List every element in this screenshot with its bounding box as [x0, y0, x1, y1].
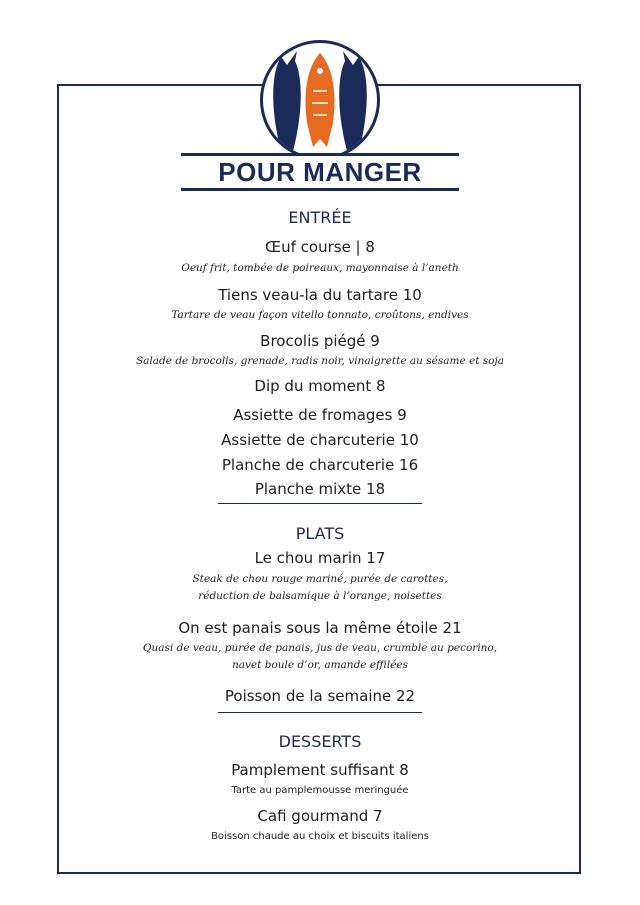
menu-item: Cafi gourmand 7 [257, 807, 383, 825]
menu-item: On est panais sous la même étoile 21 [178, 619, 462, 637]
menu-item-description: réduction de balsamique à l’orange, noisettes [198, 590, 442, 602]
menu-item-description: navet boule d’or, amande effilées [231, 659, 409, 671]
menu-item: Poisson de la semaine 22 [224, 687, 416, 705]
menu-item: Planche de charcuterie 16 [221, 456, 419, 474]
menu-item-description: Quasi de veau, purée de panais, jus de veau, crumble au pecorino, [142, 642, 498, 654]
logo [260, 40, 380, 160]
section-title-entree: ENTRÉE [288, 208, 352, 227]
menu-item: Planche mixte 18 [254, 480, 386, 498]
section-divider [218, 503, 422, 504]
menu-item: Assiette de fromages 9 [233, 406, 407, 424]
page-title: POUR MANGER [218, 157, 422, 187]
menu-item: Le chou marin 17 [254, 549, 386, 567]
menu-border [57, 84, 581, 874]
menu-item-description: Steak de chou rouge mariné, purée de carottes, [192, 573, 448, 585]
menu-item-description: Oeuf frit, tombée de poireaux, mayonnaise à l’aneth [181, 262, 459, 274]
menu-item: Pamplement suffisant 8 [231, 761, 409, 779]
header-banner [181, 153, 459, 191]
menu-item: Œuf course | 8 [265, 238, 375, 256]
menu-item-description: Tarte au pamplemousse meringuée [231, 785, 409, 796]
section-title-desserts: DESSERTS [278, 732, 362, 751]
three-fish-icon [263, 43, 377, 157]
menu-item-description: Boisson chaude au choix et biscuits italiens [211, 831, 429, 842]
section-divider [218, 712, 422, 713]
menu-item: Dip du moment 8 [254, 377, 386, 395]
menu-item-description: Tartare de veau façon vitello tonnato, croûtons, endives [171, 309, 469, 321]
menu-item: Brocolis piégé 9 [260, 332, 380, 350]
menu-item: Tiens veau-la du tartare 10 [218, 286, 422, 304]
menu-item-description: Salade de brocolis, grenade, radis noir, vinaigrette au sésame et soja [135, 355, 505, 367]
section-title-plats: PLATS [295, 524, 345, 543]
menu-item: Assiette de charcuterie 10 [221, 431, 419, 449]
